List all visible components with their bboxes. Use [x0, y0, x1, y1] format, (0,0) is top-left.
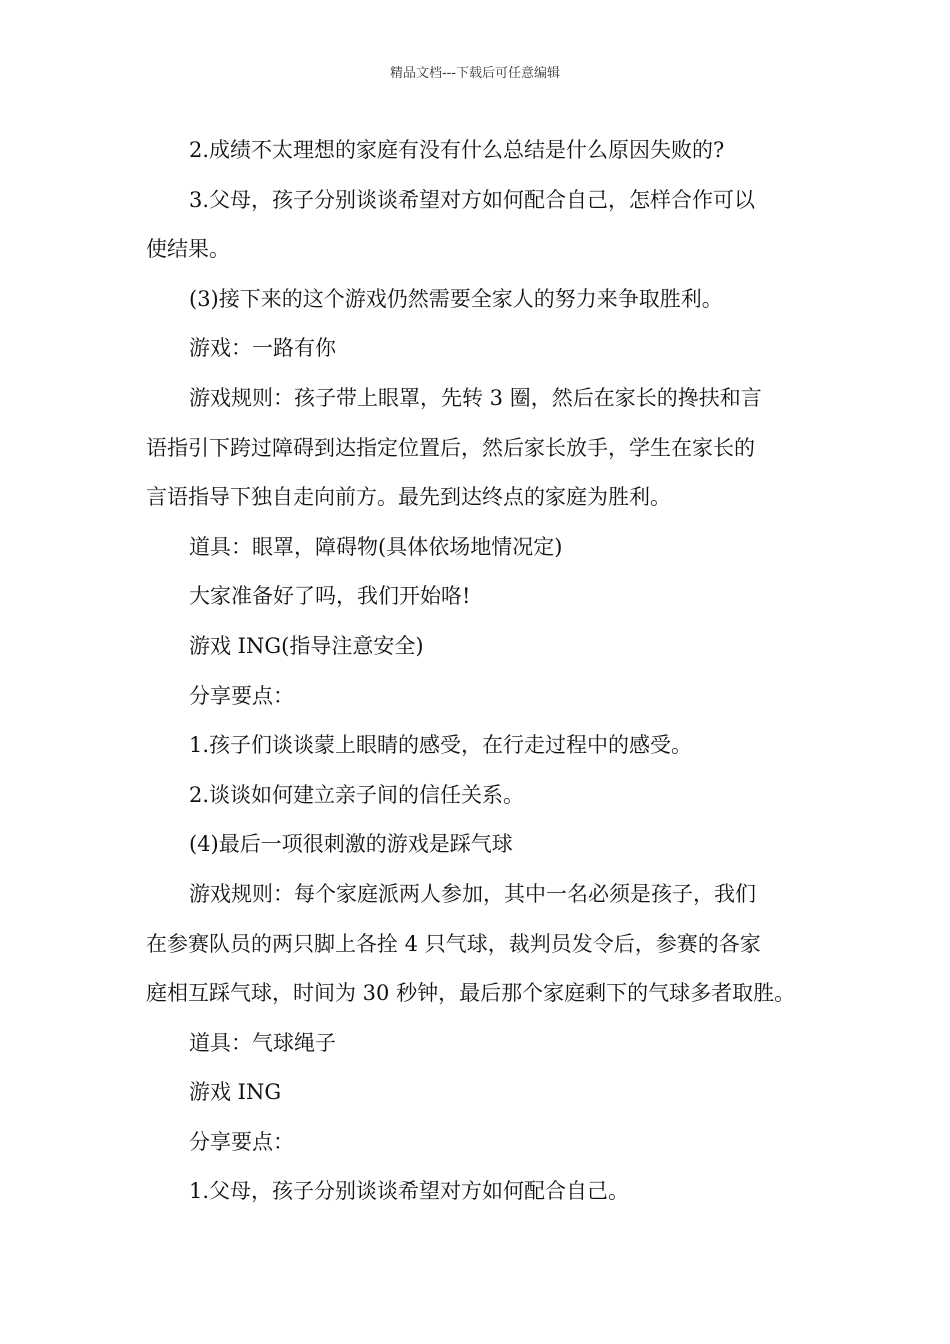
- document-body: [146, 126, 814, 1217]
- text-line: 道具：眼罩，障碍物(具体依场地情况定): [189, 534, 563, 559]
- sharing-points-heading-2: [146, 1118, 814, 1168]
- sharing-point-2: [146, 771, 814, 821]
- text-line: 游戏：一路有你: [189, 336, 336, 361]
- ready-prompt: [146, 572, 814, 622]
- text-line: 使结果。: [146, 237, 230, 262]
- game-name: [146, 324, 814, 374]
- game-ing-2: [146, 1068, 814, 1118]
- text-line: 庭相互踩气球，时间为 30 秒钟，最后那个家庭剩下的气球多者取胜。: [146, 981, 796, 1006]
- text-line: (3)接下来的这个游戏仍然需要全家人的努力来争取胜利。: [189, 286, 723, 311]
- props-2: [146, 1019, 814, 1069]
- sharing-point-1: [146, 721, 814, 771]
- text-line: 言语指导下独自走向前方。最先到达终点的家庭为胜利。: [146, 485, 671, 510]
- text-line: 游戏 ING: [189, 1080, 282, 1105]
- text-line: 游戏规则：孩子带上眼罩，先转 3 圈，然后在家长的搀扶和言: [189, 385, 762, 410]
- sharing-points-heading-1: [146, 672, 814, 722]
- game-rules-2: [146, 870, 814, 1019]
- paragraph-3-cooperation: [146, 176, 814, 275]
- section-4-heading: [146, 820, 814, 870]
- text-line: (4)最后一项很刺激的游戏是踩气球: [189, 832, 513, 857]
- text-line: 游戏 ING(指导注意安全): [189, 633, 424, 658]
- text-line: 语指引下跨过障碍到达指定位置后，然后家长放手，学生在家长的: [146, 435, 755, 460]
- text-line: 游戏规则：每个家庭派两人参加，其中一名必须是孩子，我们: [189, 881, 756, 906]
- props-1: [146, 523, 814, 573]
- text-line: 3.父母，孩子分别谈谈希望对方如何配合自己，怎样合作可以: [189, 187, 756, 212]
- text-line: 分享要点：: [189, 683, 294, 708]
- text-line: 2.谈谈如何建立亲子间的信任关系。: [189, 782, 525, 807]
- sharing-point-3: [146, 1167, 814, 1217]
- text-line: 2.成绩不太理想的家庭有没有什么总结是什么原因失败的?: [189, 138, 725, 162]
- section-3-heading: [146, 275, 814, 325]
- text-line: 大家准备好了吗，我们开始咯!: [189, 584, 471, 609]
- text-line: 在参赛队员的两只脚上各拴 4 只气球，裁判员发令后，参赛的各家: [146, 931, 761, 956]
- game-rules-1: [146, 374, 814, 523]
- page-header: 精品文档---下载后可任意编辑: [389, 66, 561, 81]
- text-line: 1.父母，孩子分别谈谈希望对方如何配合自己。: [189, 1179, 630, 1204]
- paragraph-2-summary: [146, 126, 814, 176]
- text-line: 分享要点：: [189, 1129, 294, 1154]
- text-line: 道具：气球绳子: [189, 1030, 336, 1055]
- game-ing-1: [146, 622, 814, 672]
- text-line: 1.孩子们谈谈蒙上眼睛的感受，在行走过程中的感受。: [189, 733, 693, 758]
